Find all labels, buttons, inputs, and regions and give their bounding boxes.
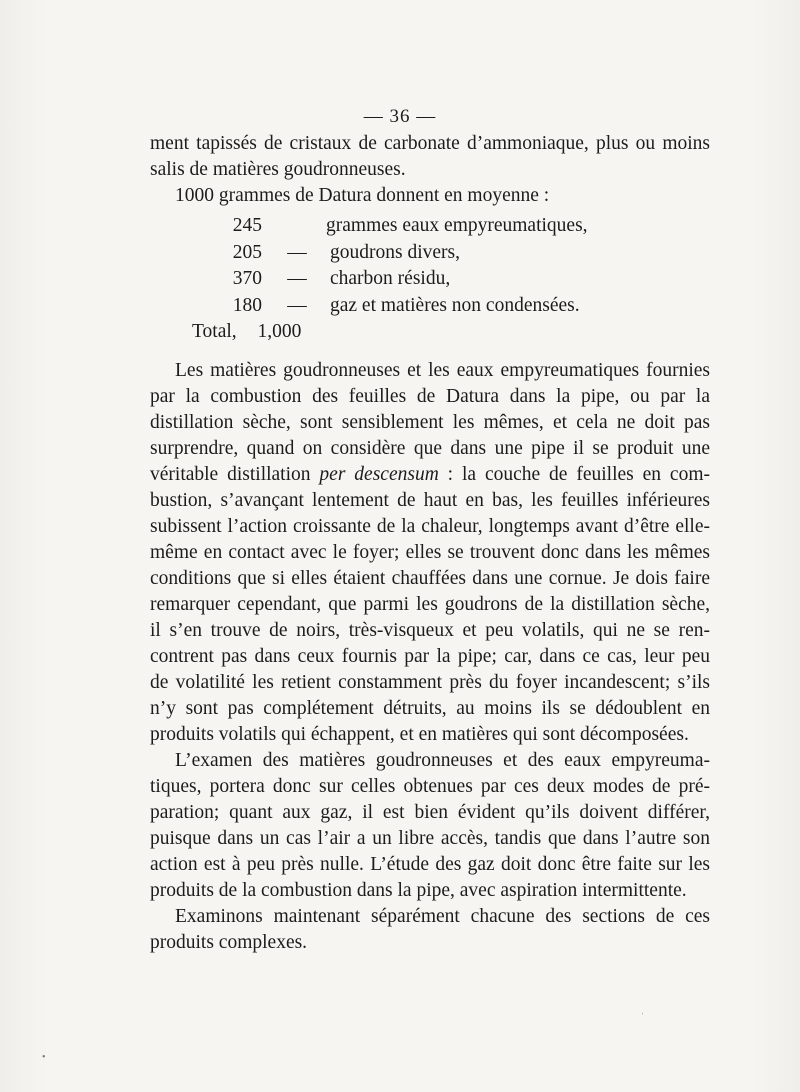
text-line: de volatilité les retient constamment près du foyer incandescent; s’ils [150,672,710,693]
text-line: produits de la combustion dans la pipe, avec aspiration intermittente. [150,880,687,901]
margin-dot: • [42,1052,46,1063]
text-line: action est à peu près nulle. L’étude des gaz doit donc être faite sur les [150,854,710,875]
text-line: Examinons maintenant séparément chacune des sections de ces [175,906,710,927]
text-line: produits volatils qui échappent, et en matières qui sont décomposées. [150,724,689,745]
page-body [150,131,710,956]
composition-table [150,213,710,319]
text-line: salis de matières goudronneuses. [150,159,406,180]
table-cell-num: 370 [232,268,262,289]
text-line: produits complexes. [150,932,308,953]
table-row [150,293,710,320]
latin-phrase: per descensum [319,464,439,485]
text-line: même en contact avec le foyer; elles se trouvent donc dans les mêmes [150,542,710,563]
table-cell-dash: — [287,268,307,289]
text-line: Les matières goudronneuses et les eaux empyreumatiques fournies [175,360,710,381]
text-line: subissent l’action croissante de la chaleur, longtemps avant d’être elle- [150,516,710,537]
text-line: paration; quant aux gaz, il est bien évident qu’ils doivent différer, [150,802,710,823]
intro-paragraph [150,131,710,209]
table-cell-dash [268,213,326,240]
main-paragraphs [150,358,710,956]
total-value: 1,000 [257,321,302,342]
table-cell-num: 180 [232,294,262,316]
text-line: surprendre, quand on considère que dans une pipe il se produit une [150,438,710,459]
text-line: remarquer cependant, que parmi les goudrons de la distillation sèche, [150,594,710,615]
text-line: conditions que si elles étaient chauffées dans une cornue. Je dois faire [150,568,710,589]
text-line: ment tapissés de cristaux de carbonate d’ammoniaque, plus ou moins [150,133,710,154]
table-cell-desc: goudrons divers, [330,241,460,263]
stray-mark: ˈ [641,1012,645,1023]
total-row [150,319,710,346]
total-label: Total, [192,321,237,342]
text-line: 1000 grammes de Datura donnent en moyenne : [175,185,550,206]
table-cell-dash: — [287,241,307,263]
text-line: véritable distillation per descensum : la couche de feuilles en com- [150,464,710,485]
table-row [150,240,710,267]
table-cell-desc: charbon résidu, [330,268,451,289]
text-line: contrent pas dans ceux fournis par la pipe; car, dans ce cas, leur peu [150,646,710,667]
table-row [150,266,710,293]
table-cell-desc: grammes eaux empyreumatiques, [326,215,588,236]
table-cell-num: 245 [232,215,262,236]
text-line: n’y sont pas complétement détruits, au moins ils se dédoublent en [150,698,710,719]
page-number: — 36 — [363,106,437,127]
text-line: il s’en trouve de noirs, très-visqueux et peu volatils, qui ne se ren- [150,620,710,641]
text-line: distillation sèche, sont sensiblement les mêmes, et cela ne doit pas [150,412,710,433]
table-cell-desc: gaz et matières non condensées. [330,294,580,316]
table-cell-dash: — [287,294,307,316]
text-line: bustion, s’avançant lentement de haut en bas, les feuilles inférieures [150,490,710,511]
table-cell-num: 205 [232,241,262,263]
text-line: par la combustion des feuilles de Datura dans la pipe, ou par la [150,386,710,407]
text-line: puisque dans un cas l’air a un libre accès, tandis que dans l’autre son [150,828,710,849]
text-line: tiques, portera donc sur celles obtenues par ces deux modes de pré- [150,776,710,797]
table-row [150,213,710,240]
text-line: L’examen des matières goudronneuses et des eaux empyreuma- [175,750,710,771]
